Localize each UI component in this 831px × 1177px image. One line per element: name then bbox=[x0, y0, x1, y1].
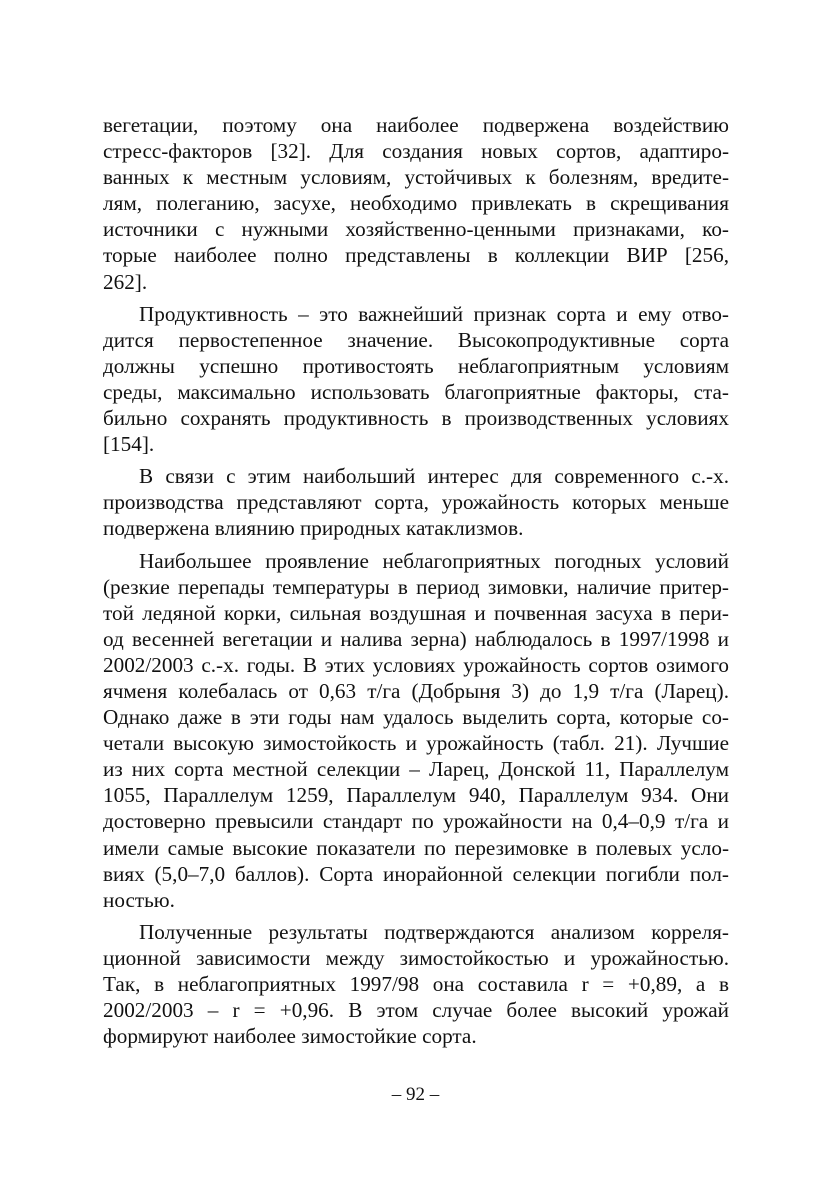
text-line: 2002/2003 – r = +0,96. В этом случае более высокий урожай bbox=[103, 998, 729, 1023]
text-line: должны успешно противостоять неблагоприятным условиям bbox=[103, 353, 729, 378]
text-line: стресс-факторов [32]. Для создания новых сортов, адаптиро- bbox=[103, 139, 729, 164]
text-line: подвержена влиянию природных катаклизмов. bbox=[103, 516, 524, 541]
text-line: формируют наиболее зимостойкие сорта. bbox=[103, 1024, 477, 1049]
body-text bbox=[103, 112, 729, 1049]
text-line: дится первостепенное значение. Высокопродуктивные сорта bbox=[103, 327, 729, 352]
text-line: (резкие перепады температуры в период зимовки, наличие притер- bbox=[103, 574, 729, 599]
page-number: – 92 – bbox=[391, 1084, 440, 1105]
text-line: торые наиболее полно представлены в коллекции ВИР [256, bbox=[103, 243, 729, 268]
text-line: ячменя колебалась от 0,63 т/га (Добрыня 3) до 1,9 т/га (Ларец). bbox=[103, 678, 729, 703]
text-line: од весенней вегетации и налива зерна) наблюдалось в 1997/1998 и bbox=[103, 626, 729, 651]
text-line: достоверно превысили стандарт по урожайности на 0,4–0,9 т/га и bbox=[103, 809, 729, 834]
text-line: Полученные результаты подтверждаются анализом корреля- bbox=[139, 919, 729, 944]
text-line: лям, полеганию, засухе, необходимо привлекать в скрещивания bbox=[103, 191, 729, 216]
text-line: ванных к местным условиям, устойчивых к болезням, вредите- bbox=[103, 165, 729, 190]
paragraph bbox=[103, 301, 729, 458]
text-line: Так, в неблагоприятных 1997/98 она составила r = +0,89, а в bbox=[103, 972, 729, 996]
paragraph bbox=[103, 463, 729, 541]
text-line: [154]. bbox=[103, 432, 155, 457]
text-line: той ледяной корки, сильная воздушная и почвенная засуха в пери- bbox=[103, 600, 729, 625]
text-line: Однако даже в эти годы нам удалось выделить сорта, которые со- bbox=[103, 705, 729, 730]
text-line: имели самые высокие показатели по перезимовке в полевых усло- bbox=[103, 835, 729, 860]
text-line: бильно сохранять продуктивность в производственных условиях bbox=[103, 406, 729, 431]
text-line: среды, максимально использовать благоприятные факторы, ста- bbox=[103, 379, 729, 404]
paragraph bbox=[103, 112, 729, 295]
text-line: источники с нужными хозяйственно-ценными признаками, ко- bbox=[103, 217, 729, 242]
text-line: Продуктивность – это важнейший признак сорта и ему отво- bbox=[139, 301, 729, 326]
text-line: 262]. bbox=[103, 269, 148, 294]
text-line: Наибольшее проявление неблагоприятных погодных условий bbox=[139, 548, 729, 573]
text-line: четали высокую зимостойкость и урожайность (табл. 21). Лучшие bbox=[103, 731, 729, 756]
text-line: 2002/2003 с.-х. годы. В этих условиях урожайность сортов озимого bbox=[103, 652, 729, 677]
text-line: В связи с этим наибольший интерес для современного с.-х. bbox=[139, 464, 729, 489]
paragraph bbox=[103, 548, 729, 913]
text-line: вегетации, поэтому она наиболее подвержена воздействию bbox=[103, 113, 729, 137]
text-line: виях (5,0–7,0 баллов). Сорта инорайонной селекции погибли пол- bbox=[103, 861, 729, 886]
text-line: из них сорта местной селекции – Ларец, Донской 11, Параллелум bbox=[103, 757, 729, 782]
paragraph bbox=[103, 919, 729, 1049]
text-line: 1055, Параллелум 1259, Параллелум 940, Параллелум 934. Они bbox=[103, 783, 729, 808]
text-line: ностью. bbox=[103, 887, 175, 912]
text-line: производства представляют сорта, урожайность которых меньше bbox=[103, 490, 729, 515]
text-line: ционной зависимости между зимостойкостью и урожайностью. bbox=[103, 945, 729, 970]
